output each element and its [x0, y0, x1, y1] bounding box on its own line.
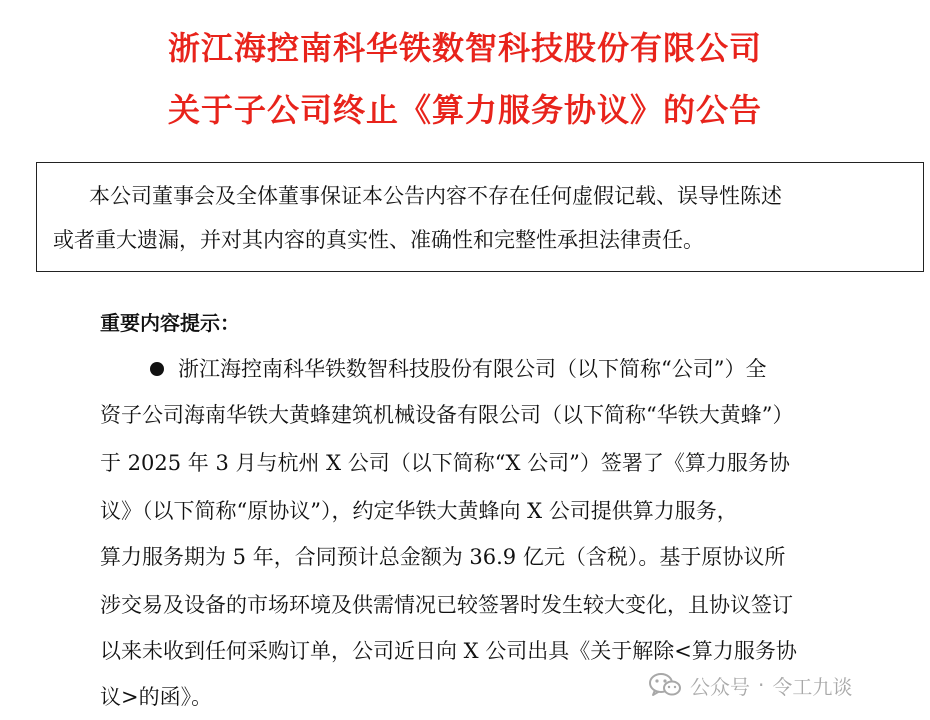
watermark-account: 令工九谈	[772, 674, 853, 699]
paragraph-line: 议》（以下简称“原协议”），约定华铁大黄蜂向 X 公司提供算力服务，	[100, 499, 738, 523]
bullet-icon	[150, 362, 164, 376]
wechat-icon	[648, 671, 682, 699]
paragraph-line: 资子公司海南华铁大黄蜂建筑机械设备有限公司（以下简称“华铁大黄蜂”）	[100, 403, 794, 427]
paragraph-line: 算力服务期为 5 年，合同预计总金额为 36.9 亿元（含税）。基于原协议所	[100, 545, 786, 569]
paragraph-line: 于 2025 年 3 月与杭州 X 公司（以下简称“X 公司”）签署了《算力服务协	[100, 451, 790, 475]
notice-line: 本公司董事会及全体董事保证本公告内容不存在任何虚假记载、误导性陈述	[89, 184, 782, 208]
wechat-watermark	[648, 668, 852, 702]
paragraph-line: 议>的函》。	[100, 685, 213, 709]
paragraph-line: 涉交易及设备的市场环境及供需情况已较签署时发生较大变化，且协议签订	[100, 593, 793, 617]
notice-line: 或者重大遗漏，并对其内容的真实性、准确性和完整性承担法律责任。	[53, 228, 704, 252]
board-guarantee-notice	[36, 162, 924, 272]
important-tips-heading: 重要内容提示：	[100, 311, 240, 335]
paragraph-line: 浙江海控南科华铁数智科技股份有限公司（以下简称“公司”）全	[178, 357, 767, 381]
watermark-separator: ·	[758, 673, 765, 697]
announcement-title-line2: 关于子公司终止《算力服务协议》的公告	[167, 91, 762, 129]
announcement-title-line1: 浙江海控南科华铁数智科技股份有限公司	[167, 29, 762, 67]
watermark-label: 公众号	[690, 674, 750, 699]
paragraph-line: 以来未收到任何采购订单，公司近日向 X 公司出具《关于解除<算力服务协	[100, 639, 797, 663]
